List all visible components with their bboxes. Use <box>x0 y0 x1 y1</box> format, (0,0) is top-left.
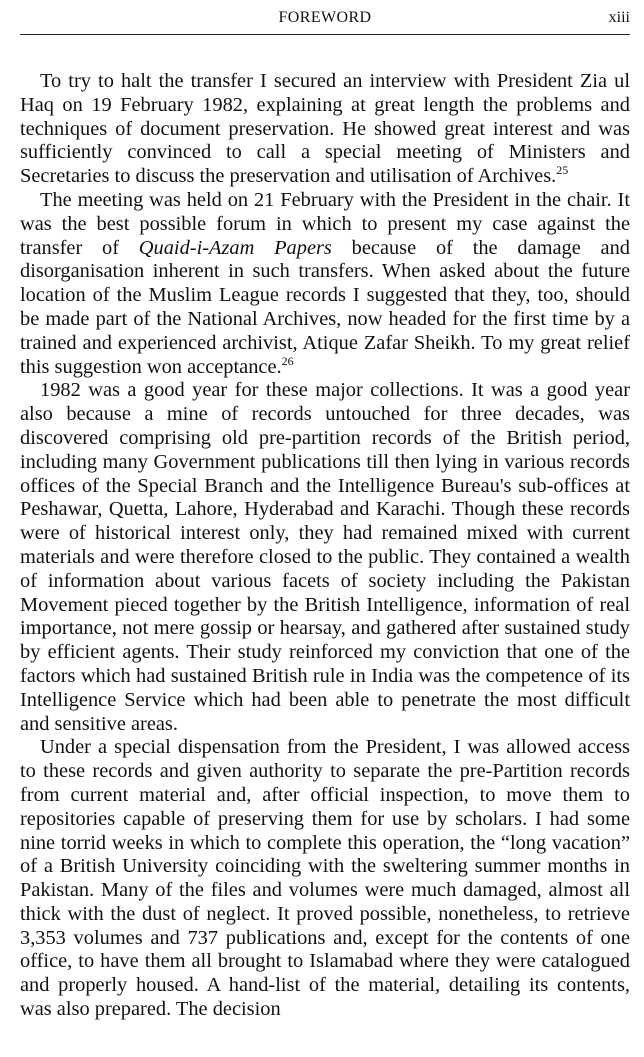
book-title-italic: Quaid-i-Azam Papers <box>138 236 332 259</box>
paragraph-4 <box>20 736 630 1022</box>
running-title: FOREWORD <box>278 9 372 26</box>
body-text <box>20 70 630 1022</box>
paragraph-3-text: 1982 was a good year for these major collections. It was a good year also because a mine of records untouched for three decades, was discovered comprising old pre-partition records of the British period, including many Government publications till then lying in various records offices of the Special Branch and the Intelligence Bureau's sub-offices at Peshawar, Quetta, Lahore, Hyderabad and Karachi. Though these records were of historical interest only, they had remained mixed with current materials and were therefore closed to the public. They contained a wealth of information about various facets of society including the Pakistan Movement pieced together by the British Intelligence, information of real importance, not mere gossip or hearsay, and gathered after sustained study by efficient agents. Their study reinforced my conviction that one of the factors which had sustained British rule in India was the competence of its Intelligence Service which had been able to penetrate the most difficult and sensitive areas. <box>20 379 630 735</box>
footnote-ref-25: 25 <box>556 163 569 178</box>
running-head <box>20 0 630 35</box>
paragraph-2 <box>20 189 630 379</box>
paragraph-2-text-b: because of the damage and disorganisation inherent in such transfers. When asked about the future location of the Muslim League records I suggested that they, too, should be made part of the National Archives, now headed for the first time by a trained and experienced archivist, Atique Zafar Sheikh. To my great relief this suggestion won acceptance. <box>20 236 630 378</box>
footnote-ref-26: 26 <box>281 353 294 368</box>
paragraph-1-text: To try to halt the transfer I secured an interview with President Zia ul Haq on 19 February 1982, explaining at great length the problems and techniques of document preservation. He showed great interest and was sufficiently convinced to call a special meeting of Ministers and Secretaries to discuss the preservation and utilisation of Archives. <box>20 70 630 188</box>
page-number: xiii <box>608 9 630 26</box>
paragraph-3 <box>20 379 630 736</box>
paragraph-2-text-a: The meeting was held on 21 February with the President in the chair. It was the best possible forum in which to present my case against the transfer of <box>20 188 630 259</box>
paragraph-1 <box>20 70 630 189</box>
paragraph-4-text: Under a special dispensation from the President, I was allowed access to these records and given authority to separate the pre-Partition records from current material and, after official inspection, to move them to repositories capable of preserving them for use by scholars. I had some nine torrid weeks in which to complete this operation, the “long vacation” of a British University coinciding with the sweltering summer months in Pakistan. Many of the files and volumes were much damaged, almost all thick with the dust of neglect. It proved possible, nonetheless, to retrieve 3,353 volumes and 737 publications and, except for the contents of one office, to have them all brought to Islamabad where they were catalogued and properly housed. A hand-list of the material, detailing its contents, was also prepared. The decision <box>20 736 630 1021</box>
